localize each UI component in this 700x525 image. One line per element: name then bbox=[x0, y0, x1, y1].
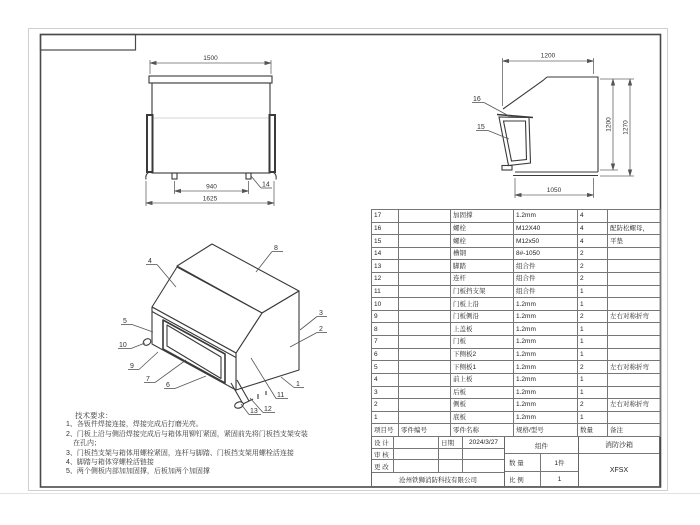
svg-text:16: 16 bbox=[473, 96, 481, 103]
svg-text:9: 9 bbox=[130, 363, 134, 370]
bom-cell-name: 下侧板2 bbox=[451, 348, 514, 361]
tech-note-line: 3、门板挡支架与箱体用螺栓紧固，连杆与脚踏、门板挡支架用螺栓活连接 bbox=[66, 449, 294, 457]
svg-text:7: 7 bbox=[146, 376, 150, 383]
bom-cell-code bbox=[399, 273, 451, 286]
bom-cell-name: 螺栓 bbox=[451, 235, 514, 248]
bom-cell-spec: 1.2mm bbox=[514, 336, 578, 349]
bom-header-no: 项目号 bbox=[372, 424, 399, 437]
bom-row bbox=[372, 411, 661, 424]
bom-cell-qty: 1 bbox=[578, 323, 608, 336]
balloon-9 bbox=[128, 352, 158, 370]
bom-cell-no: 4 bbox=[372, 373, 399, 386]
bom-cell-spec: M12X40 bbox=[514, 222, 578, 235]
bom-row bbox=[372, 235, 661, 248]
bom-cell-no: 9 bbox=[372, 310, 399, 323]
foot-pedal bbox=[234, 401, 245, 410]
bom-cell-spec: 1.2mm bbox=[514, 323, 578, 336]
bom-cell-spec: 1.2mm bbox=[514, 399, 578, 412]
title-block bbox=[371, 437, 660, 487]
tech-note-line: 4、脚踏与箱体穿螺栓活链接 bbox=[66, 459, 154, 467]
bom-row bbox=[372, 399, 661, 412]
change-signature bbox=[394, 460, 439, 472]
bom-row bbox=[372, 298, 661, 311]
bom-row bbox=[372, 273, 661, 286]
scale-value: 1 bbox=[557, 475, 562, 483]
bom-row bbox=[372, 260, 661, 273]
bom-cell-qty: 1 bbox=[578, 298, 608, 311]
bom-row bbox=[372, 386, 661, 399]
balloon-1 bbox=[281, 377, 304, 388]
model-code: XFSX bbox=[609, 466, 629, 474]
bom-cell-name: 门板挡支架 bbox=[451, 285, 514, 298]
side-dim-inner-height: 1200 bbox=[605, 117, 613, 132]
bom-cell-name: 螺栓 bbox=[451, 222, 514, 235]
bom-cell-note bbox=[608, 348, 661, 361]
bom-header-qty: 数量 bbox=[578, 424, 608, 437]
bom-cell-qty: 2 bbox=[578, 260, 608, 273]
bom-cell-spec: 1.2mm bbox=[514, 386, 578, 399]
bom-cell-no: 14 bbox=[372, 247, 399, 260]
svg-text:5: 5 bbox=[123, 318, 127, 325]
bom-cell-note bbox=[608, 285, 661, 298]
bom-header-note: 备注 bbox=[608, 424, 661, 437]
front-view bbox=[146, 76, 276, 180]
bom-cell-no: 6 bbox=[372, 348, 399, 361]
bom-table bbox=[371, 209, 661, 437]
bom-cell-code bbox=[399, 235, 451, 248]
bom-cell-qty: 4 bbox=[578, 210, 608, 223]
bom-cell-code bbox=[399, 285, 451, 298]
bom-cell-code bbox=[399, 373, 451, 386]
bom-cell-code bbox=[399, 260, 451, 273]
bom-cell-note bbox=[608, 386, 661, 399]
channel-steel-right bbox=[270, 115, 276, 172]
bom-cell-no: 17 bbox=[372, 210, 399, 223]
bom-cell-note: 左右对称折弯 bbox=[608, 361, 661, 374]
bom-row bbox=[372, 323, 661, 336]
bom-cell-code bbox=[399, 411, 451, 424]
bom-cell-name: 槽钢 bbox=[451, 247, 514, 260]
bom-cell-spec: 1.2mm bbox=[514, 210, 578, 223]
bom-header-code: 零件编号 bbox=[399, 424, 451, 437]
bom-cell-name: 后板 bbox=[451, 386, 514, 399]
bom-cell-code bbox=[399, 210, 451, 223]
bom-cell-spec: 1.2mm bbox=[514, 348, 578, 361]
svg-text:15: 15 bbox=[477, 124, 485, 131]
bom-row bbox=[372, 348, 661, 361]
bom-cell-qty: 4 bbox=[578, 235, 608, 248]
side-view bbox=[497, 77, 598, 176]
bom-header-name: 零件名称 bbox=[451, 424, 514, 437]
bom-cell-spec: 组合件 bbox=[514, 260, 578, 273]
svg-text:2: 2 bbox=[319, 326, 323, 333]
design-signature bbox=[394, 437, 439, 448]
bom-cell-code bbox=[399, 222, 451, 235]
bom-header-row bbox=[372, 424, 661, 437]
channel-steel-left bbox=[147, 115, 153, 172]
bom-cell-qty: 2 bbox=[578, 273, 608, 286]
balloon-16 bbox=[472, 96, 509, 116]
bom-cell-code bbox=[399, 386, 451, 399]
bom-cell-qty: 1 bbox=[578, 348, 608, 361]
bom-cell-note: 左右对称折弯 bbox=[608, 310, 661, 323]
bom-cell-code bbox=[399, 310, 451, 323]
tech-requirements bbox=[66, 411, 328, 477]
bom-cell-name: 侧板 bbox=[451, 399, 514, 412]
side-dim-bottom: 1050 bbox=[546, 187, 562, 194]
bom-cell-code bbox=[399, 399, 451, 412]
tech-note-line: 2、门板上沿与侧沿焊接完成后与箱体用铆钉紧固，紧固前先将门板挡支架安装 bbox=[66, 430, 308, 438]
svg-text:8: 8 bbox=[274, 245, 278, 252]
bom-cell-spec: 组合件 bbox=[514, 273, 578, 286]
review-signature bbox=[394, 449, 439, 459]
bom-row bbox=[372, 310, 661, 323]
bom-cell-note bbox=[608, 210, 661, 223]
bom-cell-qty: 2 bbox=[578, 310, 608, 323]
assembly-label: 组件 bbox=[535, 442, 548, 450]
bom-cell-code bbox=[399, 298, 451, 311]
bom-cell-code bbox=[399, 361, 451, 374]
bom-row bbox=[372, 285, 661, 298]
front-dim-feet: 940 bbox=[206, 183, 217, 191]
bom-cell-qty: 1 bbox=[578, 373, 608, 386]
bom-cell-note bbox=[608, 273, 661, 286]
bom-cell-note: 平垫 bbox=[608, 235, 661, 248]
balloon-10 bbox=[118, 342, 145, 349]
frame-corner-box bbox=[41, 35, 136, 51]
bom-cell-note bbox=[608, 260, 661, 273]
bom-cell-no: 13 bbox=[372, 260, 399, 273]
balloon-8 bbox=[256, 245, 283, 272]
svg-text:4: 4 bbox=[148, 258, 152, 265]
tech-note-line: 5、两个侧板内部加加固撑，后板加两个加固撑 bbox=[66, 468, 210, 476]
bom-row bbox=[372, 247, 661, 260]
front-dim-bottom: 1625 bbox=[202, 195, 218, 203]
bom-cell-no: 1 bbox=[372, 411, 399, 424]
balloon-3 bbox=[300, 310, 327, 330]
bom-cell-name: 上盖板 bbox=[451, 323, 514, 336]
scale-label: 比 例 bbox=[505, 472, 541, 486]
balloon-6 bbox=[164, 376, 206, 389]
side-dim-top: 1200 bbox=[540, 52, 556, 60]
date-label: 日期 bbox=[439, 437, 463, 448]
bom-row bbox=[372, 361, 661, 374]
bom-cell-name: 门板侧沿 bbox=[451, 310, 514, 323]
svg-text:11: 11 bbox=[277, 392, 285, 399]
bom-cell-no: 8 bbox=[372, 323, 399, 336]
bom-cell-no: 3 bbox=[372, 386, 399, 399]
bom-cell-qty: 1 bbox=[578, 386, 608, 399]
svg-text:13: 13 bbox=[250, 408, 258, 415]
bom-cell-code bbox=[399, 247, 451, 260]
front-dim-top: 1500 bbox=[203, 55, 218, 62]
svg-text:1: 1 bbox=[296, 381, 300, 388]
bom-cell-note bbox=[608, 298, 661, 311]
bom-cell-name: 加固撑 bbox=[451, 210, 514, 223]
svg-text:12: 12 bbox=[264, 406, 272, 413]
bom-cell-name: 前上板 bbox=[451, 373, 514, 386]
bom-cell-spec: 1.2mm bbox=[514, 373, 578, 386]
bom-cell-note bbox=[608, 411, 661, 424]
bom-cell-code bbox=[399, 323, 451, 336]
bom-cell-spec: 1.2mm bbox=[514, 411, 578, 424]
bom-cell-note: 配防松螺母， bbox=[608, 222, 661, 235]
bom-row bbox=[372, 210, 661, 223]
svg-text:10: 10 bbox=[119, 342, 127, 349]
date-value: 2024/3/27 bbox=[469, 439, 498, 446]
svg-text:14: 14 bbox=[262, 181, 270, 189]
bom-cell-spec: 1.2mm bbox=[514, 361, 578, 374]
bom-cell-no: 10 bbox=[372, 298, 399, 311]
balloon-14 bbox=[251, 176, 272, 189]
bom-cell-code bbox=[399, 336, 451, 349]
bom-cell-qty: 2 bbox=[578, 361, 608, 374]
bom-cell-note bbox=[608, 373, 661, 386]
bom-cell-note bbox=[608, 247, 661, 260]
bom-cell-name: 连杆 bbox=[451, 273, 514, 286]
company-name: 沧州铁狮消防科技有限公司 bbox=[399, 477, 477, 484]
bom-cell-name: 底板 bbox=[451, 411, 514, 424]
bom-header-spec: 规格/型号 bbox=[514, 424, 578, 437]
bom-row bbox=[372, 373, 661, 386]
bom-cell-qty: 1 bbox=[578, 411, 608, 424]
bom-cell-name: 门板 bbox=[451, 336, 514, 349]
bom-row bbox=[372, 336, 661, 349]
bom-cell-note bbox=[608, 336, 661, 349]
bom-cell-spec: 1.2mm bbox=[514, 310, 578, 323]
bom-cell-spec: 1.2mm bbox=[514, 298, 578, 311]
bom-row bbox=[372, 222, 661, 235]
bom-cell-no: 2 bbox=[372, 399, 399, 412]
bom-cell-qty: 2 bbox=[578, 399, 608, 412]
svg-text:6: 6 bbox=[166, 382, 170, 389]
bom-cell-spec: 8#-1050 bbox=[514, 247, 578, 260]
balloon-5 bbox=[121, 318, 153, 332]
bom-cell-no: 15 bbox=[372, 235, 399, 248]
tech-note-line: 1、各钣件焊接连接，焊接完成后打磨光亮。 bbox=[66, 421, 203, 429]
qty-label: 数 量 bbox=[505, 454, 541, 471]
bom-cell-name: 门板上沿 bbox=[451, 298, 514, 311]
side-dim-outer-height: 1270 bbox=[622, 120, 630, 135]
bom-cell-no: 7 bbox=[372, 336, 399, 349]
bom-cell-note: 左右对称折弯 bbox=[608, 399, 661, 412]
bom-cell-qty: 4 bbox=[578, 222, 608, 235]
bom-cell-qty: 1 bbox=[578, 285, 608, 298]
bom-cell-note bbox=[608, 323, 661, 336]
tech-note-line: 在孔内； bbox=[73, 440, 101, 448]
svg-text:3: 3 bbox=[319, 310, 323, 317]
bom-cell-no: 16 bbox=[372, 222, 399, 235]
change-label: 更 改 bbox=[372, 460, 394, 472]
bom-cell-spec: 组合件 bbox=[514, 285, 578, 298]
review-label: 审 核 bbox=[372, 449, 394, 459]
bom-cell-qty: 1 bbox=[578, 336, 608, 349]
product-name: 消防沙箱 bbox=[605, 442, 633, 449]
bom-cell-code bbox=[399, 348, 451, 361]
bom-cell-spec: M12x50 bbox=[514, 235, 578, 248]
design-label: 设 计 bbox=[372, 437, 394, 448]
bom-cell-name: 脚踏 bbox=[451, 260, 514, 273]
tech-requirements-title: 技术要求： bbox=[75, 411, 113, 420]
bom-cell-no: 11 bbox=[372, 285, 399, 298]
qty-value: 1件 bbox=[554, 460, 565, 467]
bom-cell-qty: 2 bbox=[578, 247, 608, 260]
bom-cell-no: 12 bbox=[372, 273, 399, 286]
balloon-7 bbox=[144, 360, 186, 383]
bom-cell-no: 5 bbox=[372, 361, 399, 374]
bom-cell-name: 下侧板1 bbox=[451, 361, 514, 374]
